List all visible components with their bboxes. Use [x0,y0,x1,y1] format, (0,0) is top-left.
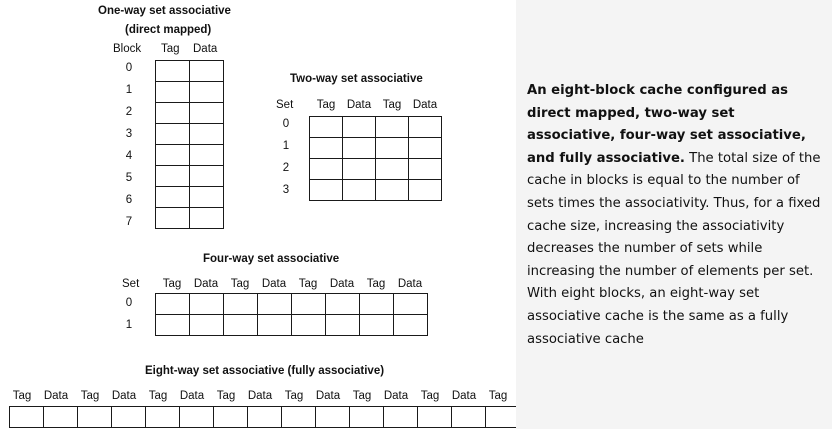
one-way-row-label: 3 [125,128,133,140]
four-way-header-set: Set [122,278,140,290]
one-way-row [156,82,224,103]
eight-way-tag-cell [350,407,384,428]
two-way-header-set: Set [276,99,294,111]
eight-way-data-cell [452,407,486,428]
one-way-tag-cell [156,61,190,82]
four-way-tag-header: Tag [162,278,182,290]
two-way-tag-cell [376,159,409,180]
two-way-row-label: 3 [282,184,290,196]
eight-way-row [10,407,554,428]
eight-way-data-cell [44,407,78,428]
four-way-row-label: 1 [125,319,133,331]
one-way-tag-cell [156,187,190,208]
one-way-data-cell [190,166,224,187]
one-way-cache-grid [155,60,224,229]
eight-way-tag-header: Tag [216,390,236,402]
two-way-data-header: Data [346,99,372,111]
one-way-tag-cell [156,166,190,187]
two-way-tag-cell [310,159,343,180]
eight-way-tag-header: Tag [284,390,304,402]
one-way-row [156,103,224,124]
one-way-tag-cell [156,103,190,124]
eight-way-tag-cell [10,407,44,428]
one-way-row [156,61,224,82]
one-way-data-cell [190,187,224,208]
caption-bold-text: An eight-block cache configured as direct mapped, two-way set associative, four-way set associative, and fully associative. [527,83,806,166]
figure-caption [527,80,827,351]
two-way-data-cell [343,159,376,180]
one-way-row-label: 6 [125,194,133,206]
one-way-title: One-way set associative [98,5,231,17]
four-way-tag-cell [360,315,394,336]
four-way-cache-grid [155,293,428,336]
eight-way-tag-header: Tag [420,390,440,402]
four-way-data-cell [190,294,224,315]
two-way-tag-cell [310,180,343,201]
one-way-tag-cell [156,208,190,229]
two-way-data-header: Data [412,99,438,111]
eight-way-data-header: Data [247,390,273,402]
caption-body-text: The total size of the cache in blocks is equal to the number of sets times the associativity. Thus, for a fixed cache size, increasing the associativity decreases the number of sets while increasing the number of elements per set. With eight blocks, an eight-way set associative cache is the same as a fully associative cache [527,150,821,347]
two-way-row-label: 0 [282,118,290,130]
two-way-data-cell [343,117,376,138]
one-way-row [156,208,224,229]
eight-way-tag-header: Tag [12,390,32,402]
eight-way-data-cell [316,407,350,428]
one-way-row-label: 1 [125,84,133,96]
four-way-data-cell [394,294,428,315]
two-way-data-cell [409,180,442,201]
two-way-cache-grid [309,116,442,201]
four-way-data-header: Data [397,278,423,290]
four-way-tag-cell [224,294,258,315]
eight-way-tag-cell [418,407,452,428]
one-way-row-label: 5 [125,172,133,184]
four-way-data-header: Data [329,278,355,290]
one-way-row [156,187,224,208]
eight-way-tag-cell [214,407,248,428]
one-way-data-cell [190,145,224,166]
one-way-row-label: 0 [125,62,133,74]
four-way-data-cell [394,315,428,336]
four-way-tag-cell [156,294,190,315]
eight-way-data-header: Data [179,390,205,402]
one-way-row [156,124,224,145]
eight-way-tag-cell [78,407,112,428]
eight-way-data-cell [112,407,146,428]
eight-way-data-header: Data [315,390,341,402]
eight-way-data-header: Data [383,390,409,402]
four-way-tag-cell [292,294,326,315]
four-way-tag-cell [360,294,394,315]
two-way-data-cell [343,180,376,201]
one-way-subtitle: (direct mapped) [125,24,212,36]
two-way-data-cell [409,138,442,159]
eight-way-tag-cell [282,407,316,428]
four-way-tag-cell [292,315,326,336]
four-way-row [156,294,428,315]
one-way-header-block: Block [113,43,142,55]
eight-way-data-cell [180,407,214,428]
four-way-tag-cell [224,315,258,336]
two-way-data-cell [343,138,376,159]
two-way-tag-cell [376,180,409,201]
eight-way-data-header: Data [451,390,477,402]
four-way-tag-cell [156,315,190,336]
two-way-tag-cell [310,138,343,159]
four-way-data-header: Data [261,278,287,290]
one-way-row-label: 7 [125,216,133,228]
two-way-tag-cell [376,117,409,138]
four-way-row-label: 0 [125,297,133,309]
four-way-tag-header: Tag [366,278,386,290]
one-way-row-label: 4 [125,150,133,162]
one-way-data-cell [190,208,224,229]
one-way-data-cell [190,103,224,124]
four-way-data-cell [258,294,292,315]
four-way-row [156,315,428,336]
eight-way-tag-cell [486,407,520,428]
eight-way-cache-grid [9,406,554,428]
one-way-header-data: Data [193,43,218,55]
two-way-row-label: 2 [282,162,290,174]
eight-way-tag-header: Tag [352,390,372,402]
one-way-tag-cell [156,145,190,166]
eight-way-tag-header: Tag [148,390,168,402]
two-way-data-cell [409,117,442,138]
eight-way-data-header: Data [111,390,137,402]
four-way-data-cell [326,294,360,315]
two-way-row [310,180,442,201]
eight-way-tag-header: Tag [488,390,508,402]
four-way-title: Four-way set associative [203,253,340,265]
one-way-data-cell [190,124,224,145]
one-way-data-cell [190,61,224,82]
eight-way-data-cell [384,407,418,428]
two-way-data-cell [409,159,442,180]
two-way-tag-cell [376,138,409,159]
one-way-row [156,166,224,187]
four-way-data-cell [190,315,224,336]
two-way-row [310,117,442,138]
one-way-data-cell [190,82,224,103]
one-way-tag-cell [156,124,190,145]
one-way-header-tag: Tag [161,43,180,55]
eight-way-data-cell [248,407,282,428]
two-way-title: Two-way set associative [290,73,423,85]
one-way-row [156,145,224,166]
one-way-tag-cell [156,82,190,103]
two-way-row [310,138,442,159]
two-way-tag-header: Tag [316,99,336,111]
four-way-tag-header: Tag [230,278,250,290]
two-way-row [310,159,442,180]
eight-way-tag-header: Tag [80,390,100,402]
eight-way-data-header: Data [43,390,69,402]
eight-way-tag-cell [146,407,180,428]
four-way-tag-header: Tag [298,278,318,290]
one-way-row-label: 2 [125,106,133,118]
four-way-data-cell [326,315,360,336]
two-way-tag-cell [310,117,343,138]
eight-way-title: Eight-way set associative (fully associative) [145,365,385,377]
four-way-data-cell [258,315,292,336]
four-way-data-header: Data [193,278,219,290]
two-way-row-label: 1 [282,140,290,152]
two-way-tag-header: Tag [382,99,402,111]
